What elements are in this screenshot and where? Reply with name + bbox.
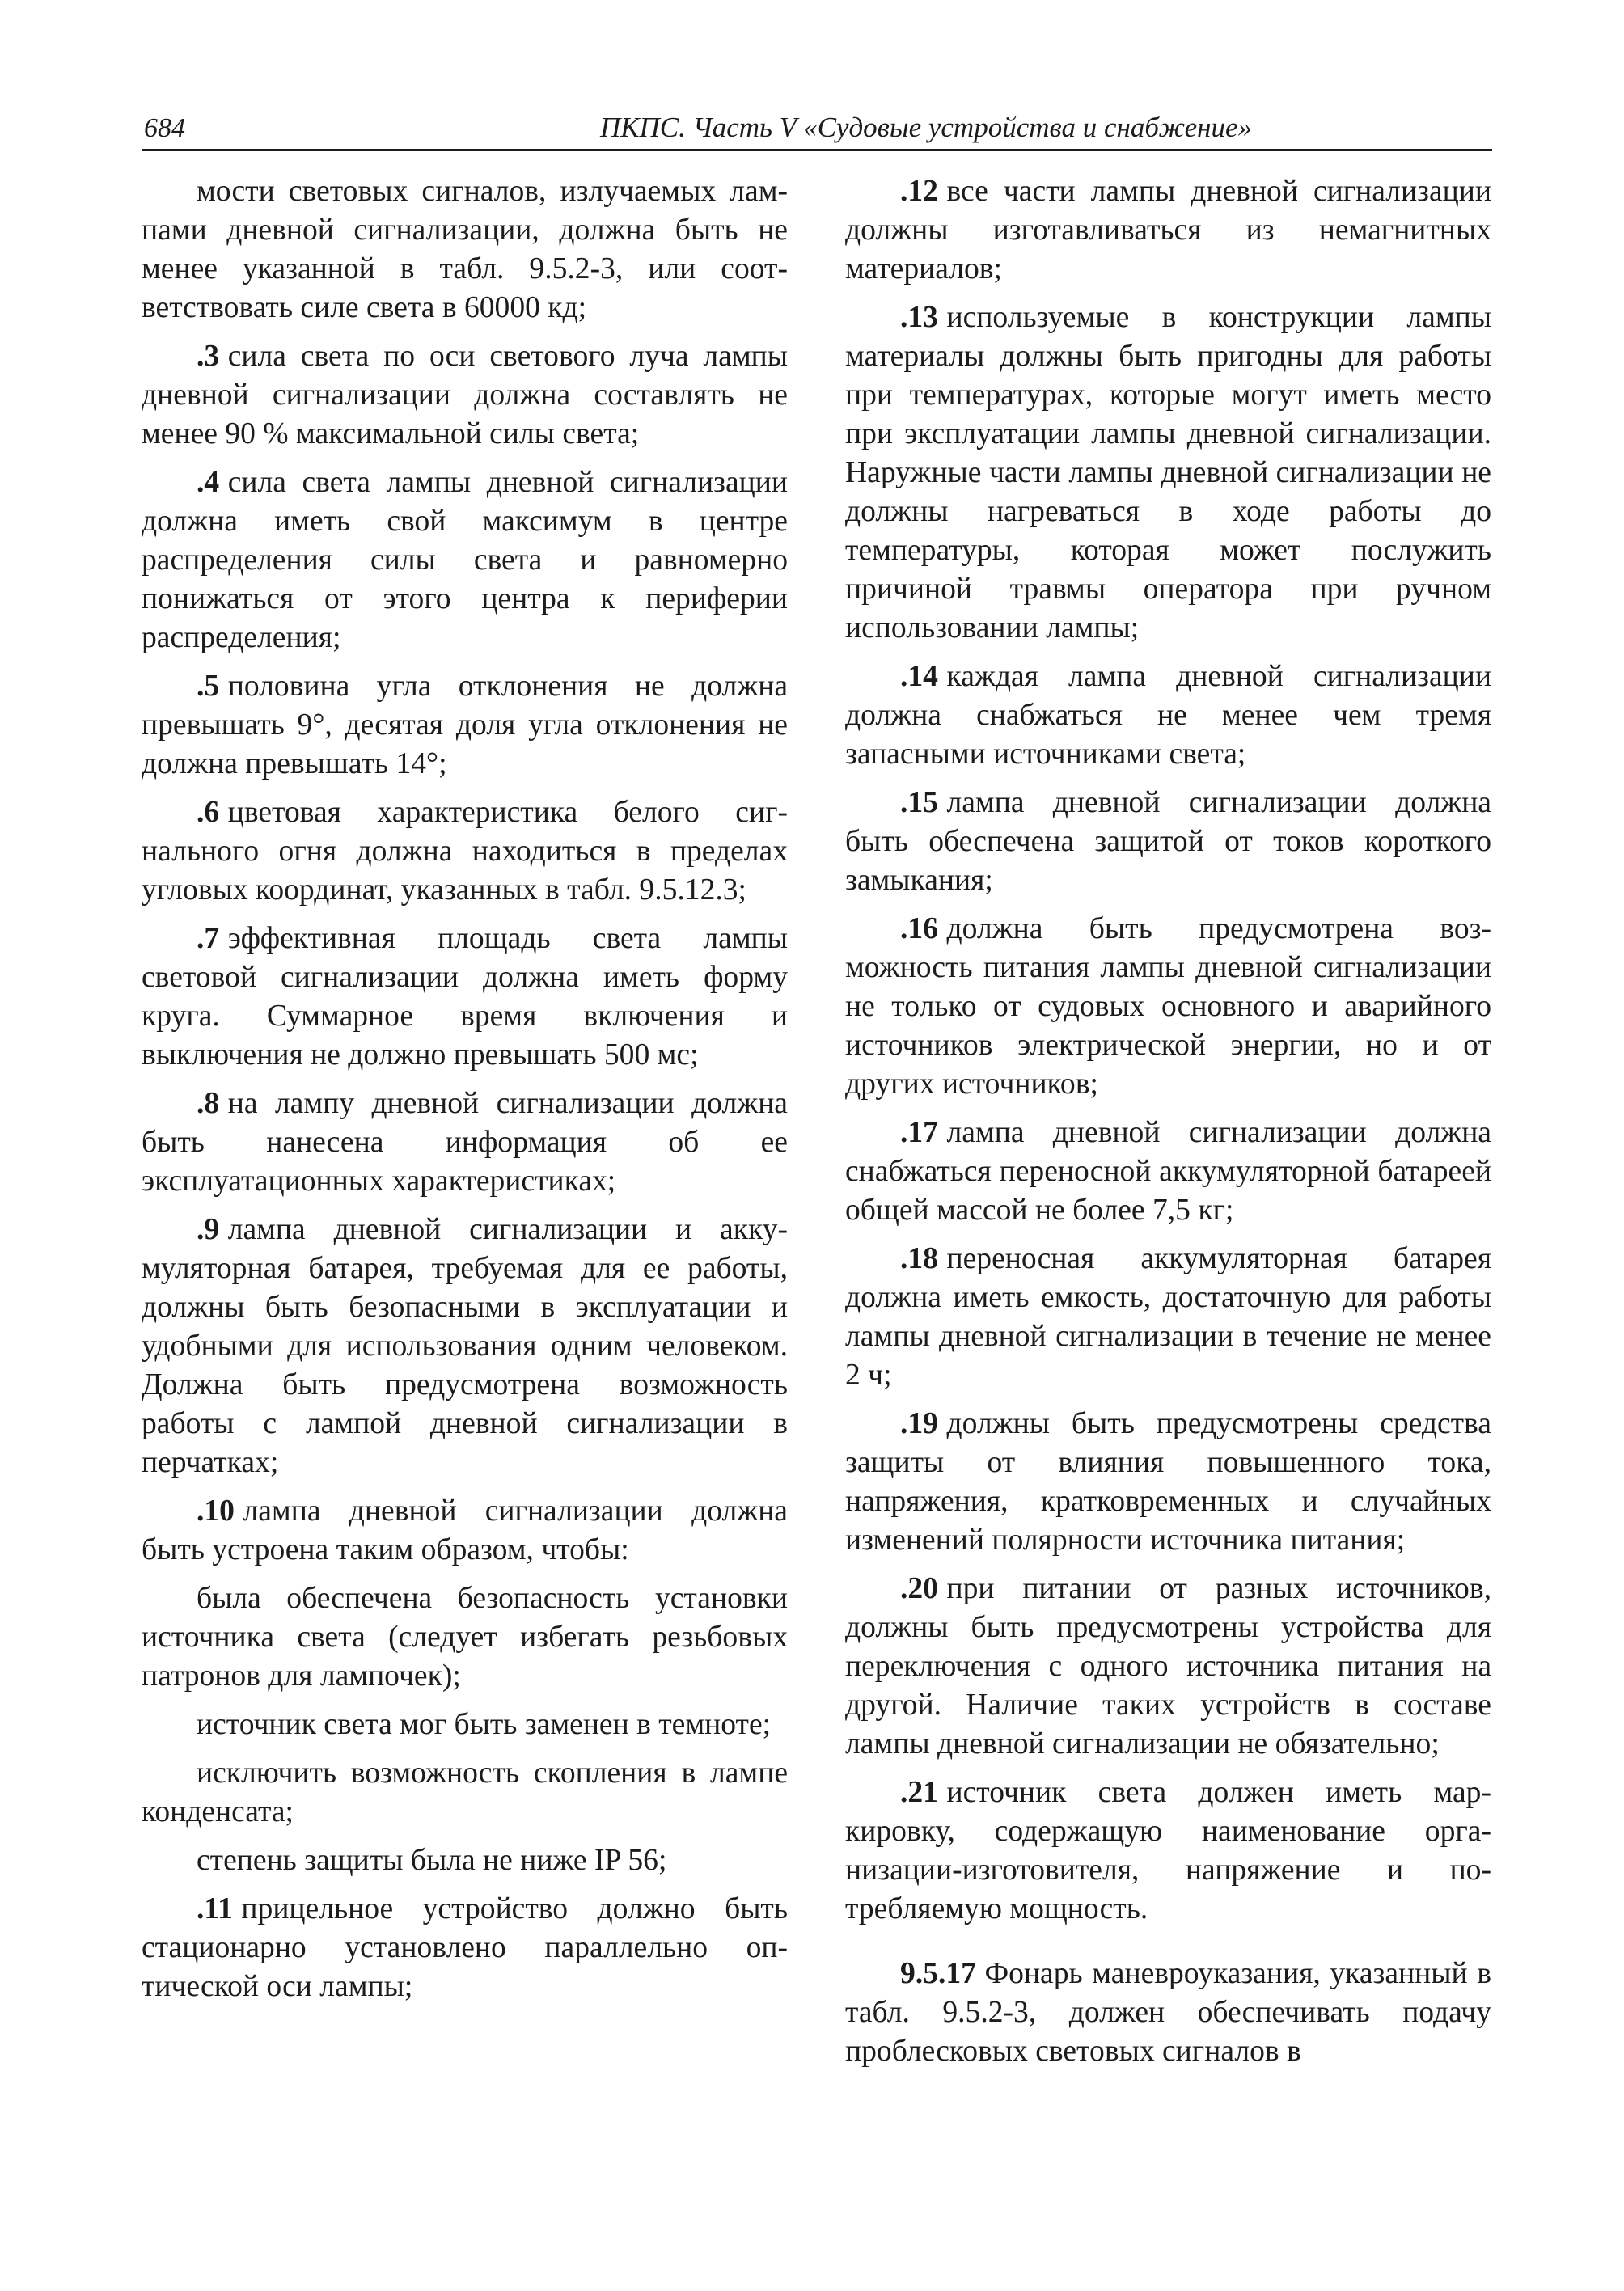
item-number: .7	[197, 922, 220, 955]
item-text: лампа дневной сигнализации должна быть устроена таким образом, чтобы:	[142, 1494, 788, 1566]
numbered-item	[845, 1955, 1491, 2071]
numbered-item	[845, 298, 1491, 648]
item-text: должны быть предусмотрены средства защиты от влияния повышенного тока, напряжения, кратковременных и случайных изменений полярности источника питания;	[845, 1407, 1491, 1557]
item-text: источник света должен иметь маркировку, содержащую наименование организации-изготовителя, напряжение и потребляемую мощность.	[845, 1776, 1491, 1925]
numbered-item	[142, 667, 788, 784]
item-text: лампа дневной сигнализации должна снабжаться переносной аккумуляторной батареей общей массой не более 7,5 кг;	[845, 1116, 1491, 1227]
item-number: .5	[197, 670, 220, 703]
right-column	[845, 172, 1491, 2081]
item-text: лампа дневной сигнализации должна быть обеспечена защитой от токов короткого замыкания;	[845, 786, 1491, 897]
running-title: ПКПС. Часть V «Судовые устройства и снабжение»	[599, 112, 1253, 143]
numbered-item	[142, 919, 788, 1075]
item-text: используемые в конструкции лампы материалы должны быть пригодны для работы при температурах, которые могут иметь место при эксплуатации лампы дневной сигнализации. Наружные части лампы дневной сигнализации не должны нагреваться в ходе работы до температуры, которая может послужить причиной травмы оператора при ручном использовании лампы;	[845, 301, 1491, 645]
item-text: должна быть предусмотрена возможность питания лампы дневной сигнализации не только от судовых основного и аварийного источников электрической энергии, но и от других источников;	[845, 912, 1491, 1101]
item-text: сила света лампы дневной сигнализации должна иметь свой максимум в центре распределения силы света и равномерно понижаться от этого центра к периферии распределения;	[142, 466, 788, 654]
item-text: была обеспечена безопасность установки источника света (следует избегать резьбовых патронов для лампочек);	[142, 1582, 788, 1693]
numbered-item	[845, 657, 1491, 774]
item-text: переносная аккумуляторная батарея должна иметь емкость, достаточную для работы лампы дневной сигнализации в течение не менее 2 ч;	[845, 1242, 1491, 1392]
item-text: все части лампы дневной сигнализации должны изготавливаться из немагнитных материалов;	[845, 175, 1491, 285]
paragraph	[142, 1841, 788, 1880]
item-number: .17	[900, 1116, 938, 1149]
left-column	[142, 172, 788, 2016]
item-number: .3	[197, 340, 220, 373]
numbered-item	[845, 1773, 1491, 1929]
item-text: сила света по оси светового луча лампы дневной сигнализации должна составлять не менее 90 % максимальной силы света;	[142, 340, 788, 450]
item-text: цветовая характеристика белого сигнального огня должна находиться в пределах угловых координат, указанных в табл. 9.5.12.3;	[142, 796, 788, 907]
page-number: 684	[144, 113, 185, 143]
item-text: исключить возможность скопления в лампе конденсата;	[142, 1756, 788, 1828]
item-number: .11	[197, 1892, 233, 1925]
paragraph	[142, 172, 788, 328]
item-number: .13	[900, 301, 938, 334]
paragraph	[142, 1706, 788, 1744]
item-text: на лампу дневной сигнализации должна быть нанесена информация об ее эксплуатационных характеристиках;	[142, 1087, 788, 1198]
item-text: Фонарь маневроуказания, указанный в табл. 9.5.2-3, должен обеспечивать подачу проблесковых световых сигналов в	[845, 1957, 1491, 2068]
item-text: каждая лампа дневной сигнализации должна снабжаться не менее чем тремя запасными источниками света;	[845, 660, 1491, 771]
item-number: .4	[197, 466, 220, 499]
numbered-item	[142, 793, 788, 910]
numbered-item	[142, 1211, 788, 1482]
item-number: .19	[900, 1407, 938, 1440]
item-number: .18	[900, 1242, 938, 1275]
item-number: .6	[197, 796, 220, 829]
numbered-item	[845, 1405, 1491, 1560]
item-number: .21	[900, 1776, 938, 1809]
item-text: степень защиты была не ниже IP 56;	[197, 1844, 667, 1877]
numbered-item	[845, 1570, 1491, 1764]
item-text: лампа дневной сигнализации и аккумуляторная батарея, требуемая для ее работы, должны быть безопасными в эксплуатации и удобными для использования одним человеком. Должна быть предусмотрена возможность работы с лампой дневной сигнализации в перчатках;	[142, 1213, 788, 1479]
item-text: прицельное устройство должно быть стационарно установлено параллельно оптической оси лампы;	[142, 1892, 788, 2003]
item-text: мости световых сигналов, излучаемых лампами дневной сигнализации, должна быть не менее указанной в табл. 9.5.2-3, или соответствовать силе света в 60000 кд;	[142, 175, 788, 324]
item-number: .14	[900, 660, 938, 693]
numbered-item	[142, 337, 788, 454]
item-number: 9.5.17	[900, 1957, 976, 1990]
numbered-item	[845, 1240, 1491, 1395]
item-text: половина угла отклонения не должна превышать 9°, десятая доля угла отклонения не должна превышать 14°;	[142, 670, 788, 780]
item-number: .15	[900, 786, 938, 819]
numbered-item	[142, 463, 788, 657]
item-number: .20	[900, 1572, 938, 1605]
page-header	[142, 104, 1492, 151]
item-text: эффективная площадь света лампы световой сигнализации должна иметь форму круга. Суммарное время включения и выключения не должно превышать 500 мс;	[142, 922, 788, 1072]
item-text: при питании от разных источников, должны быть предусмотрены устройства для переключения с одного источника питания на другой. Наличие таких устройств в составе лампы дневной сигнализации не обязательно;	[845, 1572, 1491, 1761]
numbered-item	[142, 1890, 788, 2006]
item-number: .10	[197, 1494, 235, 1528]
paragraph	[142, 1579, 788, 1696]
numbered-item	[142, 1084, 788, 1201]
numbered-item	[845, 784, 1491, 900]
numbered-item	[845, 172, 1491, 289]
numbered-item	[142, 1492, 788, 1570]
numbered-item	[845, 1114, 1491, 1230]
item-number: .16	[900, 912, 938, 945]
item-number: .9	[197, 1213, 220, 1246]
item-number: .8	[197, 1087, 220, 1120]
item-text: источник света мог быть заменен в темноте;	[197, 1708, 772, 1741]
paragraph	[142, 1754, 788, 1832]
item-number: .12	[900, 175, 938, 208]
numbered-item	[845, 910, 1491, 1104]
